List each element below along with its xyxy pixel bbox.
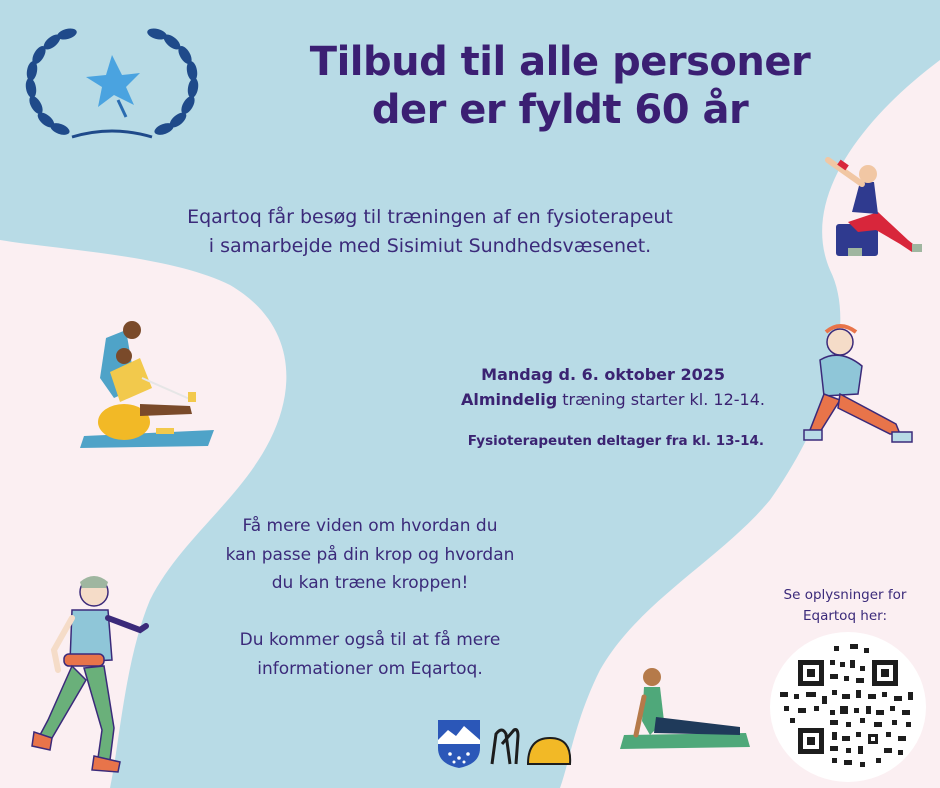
qr-label-line-2: Eqartoq her: (802, 608, 888, 624)
sun-hands-logo (488, 724, 572, 768)
training-time (300, 390, 765, 409)
page-title (300, 38, 820, 134)
more-info-line-1: Få mere viden om hvordan du (242, 516, 498, 536)
intro-text (120, 203, 740, 261)
qr-label-line-1: Se oplysninger for (783, 587, 907, 603)
more-info-spacer (160, 598, 580, 627)
laurel-wreath-logo (22, 25, 202, 150)
more-info-line-2: kan passe på din krop og hvordan (225, 544, 515, 565)
municipality-shield-logo (436, 718, 482, 770)
qr-label (760, 585, 930, 627)
yoga-man-illustration (620, 665, 752, 753)
more-info-text (160, 512, 580, 683)
more-info-line-5: informationer om Eqartoq. (257, 658, 483, 679)
stretching-woman-illustration (818, 152, 926, 264)
intro-line-2: i samarbejde med Sisimiut Sundhedsvæsenet. (208, 235, 652, 257)
more-info-line-4: Du kommer også til at få mere (239, 630, 501, 650)
physio-time: Fysioterapeuten deltager fra kl. 13-14. (467, 433, 764, 449)
title-line-2: der er fyldt 60 år (371, 87, 749, 133)
more-info-line-3: du kan træne kroppen! (271, 573, 469, 593)
intro-line-1: Eqartoq får besøg til træningen af en fysioterapeut (187, 206, 673, 228)
walking-woman-illustration (28, 570, 158, 780)
training-bold-label: Almindelig (461, 390, 558, 409)
training-time-text: træning starter kl. 12-14. (557, 390, 765, 409)
event-date: Mandag d. 6. oktober 2025 (481, 365, 725, 384)
qr-code-pattern (770, 632, 926, 782)
lunge-man-illustration (800, 320, 920, 455)
physiotherapist-illustration (80, 318, 220, 450)
qr-code[interactable] (770, 632, 926, 782)
title-line-1: Tilbud til alle personer (309, 39, 811, 85)
